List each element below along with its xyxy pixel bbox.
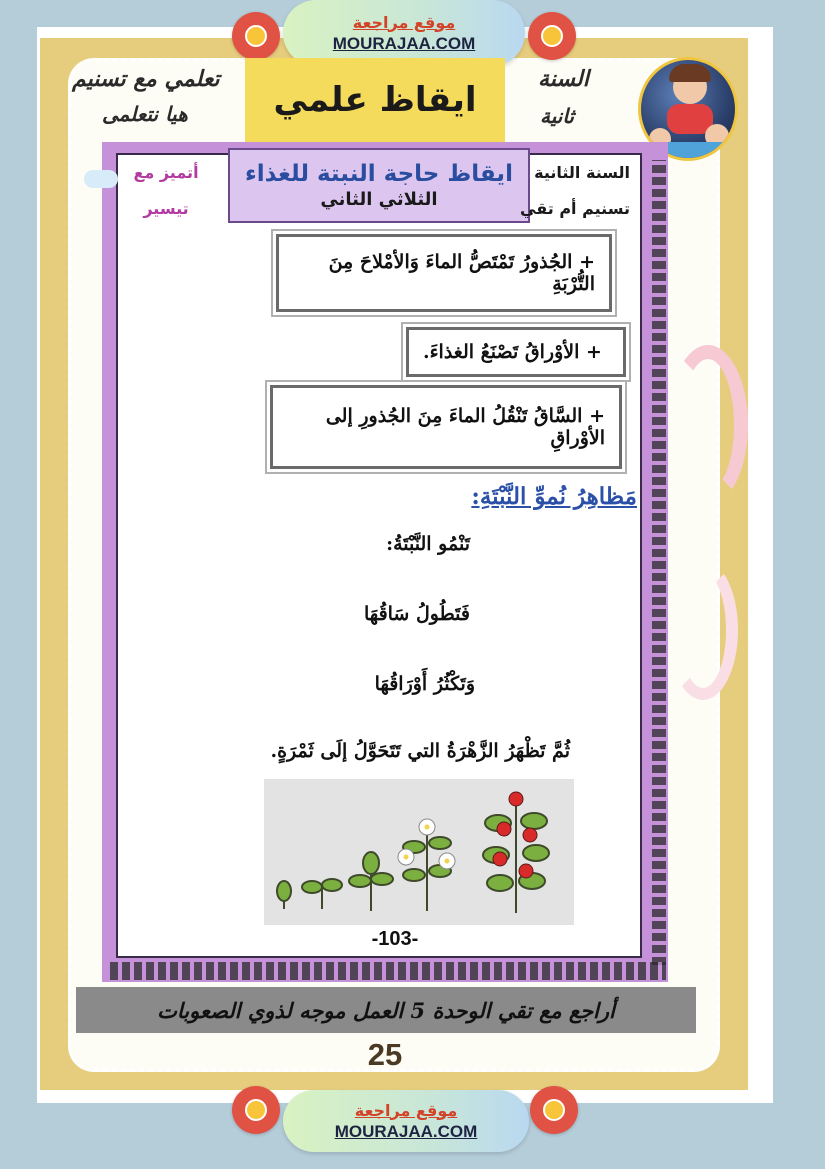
lesson-title: ايقاظ حاجة النبتة للغذاء	[245, 161, 513, 187]
plant-growth-illustration	[264, 779, 574, 925]
grade-label: السنة الثانية	[534, 163, 630, 182]
lesson-title-box	[228, 148, 530, 223]
site-banner-top[interactable]	[283, 0, 525, 66]
seal-icon	[232, 1086, 280, 1134]
growth-line: فَتَطُولُ سَاقُهَا	[364, 603, 470, 625]
decorative-arc	[668, 345, 748, 505]
header-left-line1: تعلمي مع تسنيم	[72, 66, 220, 92]
growth-line: وَتَكْثُرُ أَوْرَاقُهَا	[374, 673, 475, 695]
header-right-line1: السنة	[538, 66, 589, 92]
seal-icon	[528, 12, 576, 60]
site-banner-bottom[interactable]	[283, 1090, 529, 1152]
site-name-arabic[interactable]: موقع مراجعة	[354, 1100, 458, 1120]
fact-text: + السَّاقُ تَنْقُلُ الماءَ مِنَ الجُذورِ إلى الأوْراقِ	[325, 405, 605, 449]
plant-growth-svg	[264, 779, 574, 925]
page-edge-pattern	[110, 962, 666, 980]
fact-box	[270, 385, 622, 469]
fact-box	[276, 234, 612, 312]
header-left-line2: هيا نتعلمى	[102, 102, 188, 126]
tag-line1: أتميز مع	[133, 163, 199, 182]
header-right-line2: ثانية	[540, 104, 574, 128]
page-edge-pattern	[652, 160, 666, 965]
fact-text: + الجُذورُ تَمْتَصُّ الماءَ وَالأمْلاحَ مِنَ التُّرْبَةِ	[328, 251, 595, 295]
site-name-latin[interactable]: MOURAJAA.COM	[332, 33, 476, 53]
lesson-term: الثلاثي الثاني	[320, 189, 438, 210]
main-title-box	[245, 58, 505, 142]
seal-icon	[530, 1086, 578, 1134]
site-name-arabic[interactable]: موقع مراجعة	[352, 12, 456, 32]
footer-strip	[76, 987, 696, 1033]
tag-line2: تيسير	[143, 199, 189, 218]
fact-box	[406, 327, 626, 377]
site-name-latin[interactable]: MOURAJAA.COM	[334, 1121, 478, 1141]
growth-line: تَنْمُو النَّبْتَةُ:	[386, 533, 470, 555]
sheet-number: 25	[367, 1037, 403, 1072]
page-number: -103-	[371, 928, 419, 950]
cloud-icon	[84, 170, 118, 188]
main-title: ايقاظ علمي	[273, 80, 477, 120]
growth-line: ثُمَّ تَظْهَرُ الزَّهْرَةُ التي تَتَحَوَّلُ إلَى ثَمْرَةٍ.	[270, 740, 570, 762]
seal-icon	[232, 12, 280, 60]
decorative-arc	[668, 560, 738, 700]
section-title: مَظاهِرُ نُموِّ النَّبْتَةِ:	[471, 483, 637, 510]
footer-strip-text: أراجع مع تقي الوحدة 5 العمل موجه لذوي الصعوبات	[157, 997, 615, 1023]
fact-text: + الأوْراقُ تَصْنَعُ الغذاءَ.	[423, 341, 602, 363]
teacher-label: تسنيم أم تقي	[520, 199, 630, 218]
